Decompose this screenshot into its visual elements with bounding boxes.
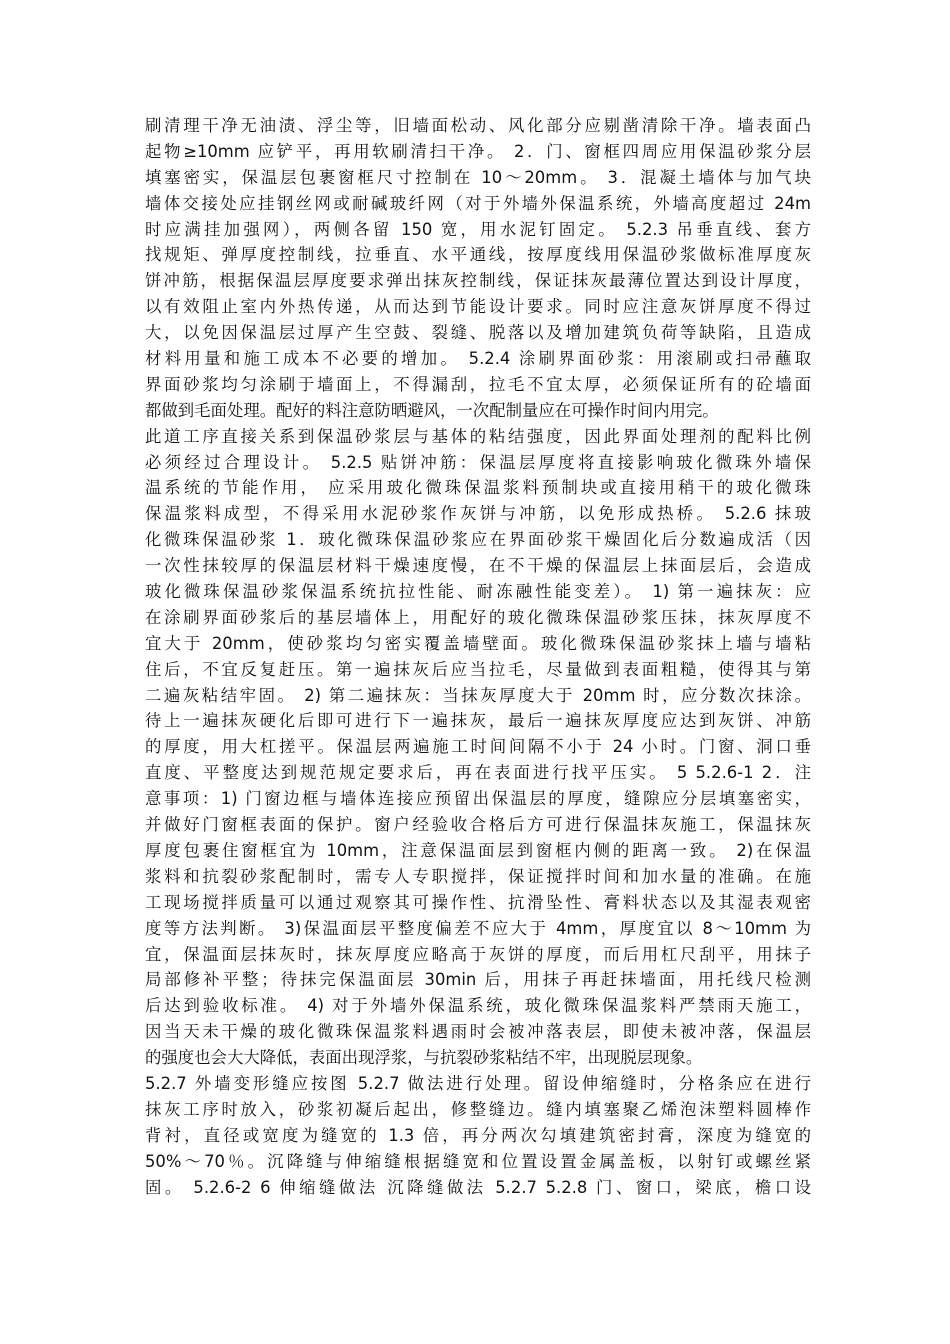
text-line: 并做好门窗框表面的保护。窗户经验收合格后方可进行保温抹灰施工，保温抹灰 bbox=[145, 815, 811, 835]
text-line: 都做到毛面处理。配好的料注意防晒避风，一次配制量应在可操作时间内用完。 bbox=[145, 400, 719, 420]
text-line: 二遍灰粘结牢固。 2) 第二遍抹灰：当抹灰厚度大于 20mm 时，应分数次抹涂。 bbox=[145, 685, 811, 705]
text-line: 5.2.7 外墙变形缝应按图 5.2.7 做法进行处理。留设伸缩缝时，分格条应在进行 bbox=[145, 1073, 811, 1093]
body-text bbox=[145, 113, 811, 1200]
text-line: 找规矩、弹厚度控制线，拉垂直、水平通线，按厚度线用保温砂浆做标准厚度灰 bbox=[145, 245, 811, 265]
text-line: 直度、平整度达到规范规定要求后，再在表面进行找平压实。 5 5.2.6-1 2．注 bbox=[145, 763, 811, 783]
text-line: 宜大于 20mm，使砂浆均匀密实覆盖墙壁面。玻化微珠保温砂浆抹上墙与墙粘 bbox=[145, 633, 811, 653]
text-line: 因当天未干燥的玻化微珠保温浆料遇雨时会被冲落表层，即使未被冲落，保温层 bbox=[145, 1022, 811, 1042]
text-line: 填塞密实，保温层包裹窗框尺寸控制在 10～20mm。 3．混凝土墙体与加气块 bbox=[145, 167, 811, 187]
text-line: 以有效阻止室内外热传递，从而达到节能设计要求。同时应注意灰饼厚度不得过 bbox=[145, 297, 811, 317]
text-line: 大，以免因保温层过厚产生空鼓、裂缝、脱落以及增加建筑负荷等缺陷，且造成 bbox=[145, 323, 811, 343]
text-line: 意事项：1) 门窗边框与墙体连接应预留出保温层的厚度，缝隙应分层填塞密实， bbox=[145, 789, 811, 809]
text-line: 抹灰工序时放入，砂浆初凝后起出，修整缝边。缝内填塞聚乙烯泡沫塑料圆棒作 bbox=[145, 1099, 811, 1119]
text-line: 界面砂浆均匀涂刷于墙面上，不得漏刮，拉毛不宜太厚，必须保证所有的砼墙面 bbox=[145, 374, 811, 394]
text-line: 的强度也会大大降低，表面出现浮浆，与抗裂砂浆粘结不牢，出现脱层现象。 bbox=[145, 1048, 703, 1068]
text-line: 在涂刷界面砂浆后的基层墙体上，用配好的玻化微珠保温砂浆压抹，抹灰厚度不 bbox=[145, 607, 811, 627]
text-line: 浆料和抗裂砂浆配制时，需专人专职搅拌，保证搅拌时间和加水量的准确。在施 bbox=[145, 866, 811, 886]
text-line: 后达到验收标准。 4) 对于外墙外保温系统，玻化微珠保温浆料严禁雨天施工， bbox=[145, 996, 811, 1016]
text-line: 材料用量和施工成本不必要的增加。 5.2.4 涂刷界面砂浆：用滚刷或扫帚蘸取 bbox=[145, 349, 811, 369]
text-line: 保温浆料成型，不得采用水泥砂浆作灰饼与冲筋，以免形成热桥。 5.2.6 抹玻 bbox=[145, 504, 811, 524]
text-line: 工现场搅拌质量可以通过观察其可操作性、抗滑坠性、膏料状态以及其湿表观密 bbox=[145, 892, 811, 912]
text-line: 玻化微珠保温砂浆保温系统抗拉性能、耐冻融性能变差）。 1) 第一遍抹灰：应 bbox=[145, 582, 811, 602]
text-line: 度等方法判断。 3)保温面层平整度偏差不应大于 4mm，厚度宜以 8～10mm 为 bbox=[145, 918, 811, 938]
text-line: 宜，保温面层抹灰时，抹灰厚度应略高于灰饼的厚度，而后用杠尺刮平，用抹子 bbox=[145, 944, 811, 964]
text-line: 一次性抹较厚的保温层材料干燥速度慢，在不干燥的保温层上抹面层后，会造成 bbox=[145, 556, 811, 576]
text-line: 50%～70％。沉降缝与伸缩缝根据缝宽和位置设置金属盖板，以射钉或螺丝紧 bbox=[145, 1151, 811, 1171]
text-line: 时应满挂加强网），两侧各留 150 宽，用水泥钉固定。 5.2.3 吊垂直线、套方 bbox=[145, 219, 811, 239]
text-line: 墙体交接处应挂钢丝网或耐碱玻纤网（对于外墙外保温系统，外墙高度超过 24m bbox=[145, 193, 811, 213]
text-line: 背衬，直径或宽度为缝宽的 1.3 倍，再分两次勾填建筑密封膏，深度为缝宽的 bbox=[145, 1125, 811, 1145]
text-line: 化微珠保温砂浆 1．玻化微珠保温砂浆应在界面砂浆干燥固化后分数遍成活（因 bbox=[145, 530, 811, 550]
text-line: 起物≥10mm 应铲平，再用软刷清扫干净。 2．门、窗框四周应用保温砂浆分层 bbox=[145, 141, 811, 161]
text-line: 待上一遍抹灰硬化后即可进行下一遍抹灰，最后一遍抹灰厚度应达到灰饼、冲筋 bbox=[145, 711, 811, 731]
text-line: 固。 5.2.6-2 6 伸缩缝做法 沉降缝做法 5.2.7 5.2.8 门、窗口，梁底，檐口设 bbox=[145, 1177, 811, 1197]
text-line: 住后，不宜反复赶压。第一遍抹灰后应当拉毛，尽量做到表面粗糙，使得其与第 bbox=[145, 659, 811, 679]
text-line: 的厚度，用大杠搓平。保温层两遍施工时间间隔不小于 24 小时。门窗、洞口垂 bbox=[145, 737, 811, 757]
text-line: 必须经过合理设计。 5.2.5 贴饼冲筋：保温层厚度将直接影响玻化微珠外墙保 bbox=[145, 452, 811, 472]
text-line: 厚度包裹住窗框宜为 10mm，注意保温面层到窗框内侧的距离一致。 2)在保温 bbox=[145, 840, 811, 860]
text-line: 饼冲筋，根据保温层厚度要求弹出抹灰控制线，保证抹灰最薄位置达到设计厚度， bbox=[145, 271, 811, 291]
text-line: 局部修补平整；待抹完保温面层 30min 后，用抹子再赶抹墙面，用托线尺检测 bbox=[145, 970, 811, 990]
text-line: 此道工序直接关系到保温砂浆层与基体的粘结强度，因此界面处理剂的配料比例 bbox=[145, 426, 811, 446]
text-line: 刷清理干净无油渍、浮尘等，旧墙面松动、风化部分应剔凿清除干净。墙表面凸 bbox=[145, 116, 811, 135]
text-line: 温系统的节能作用， 应采用玻化微珠保温浆料预制块或直接用稍干的玻化微珠 bbox=[145, 478, 811, 498]
